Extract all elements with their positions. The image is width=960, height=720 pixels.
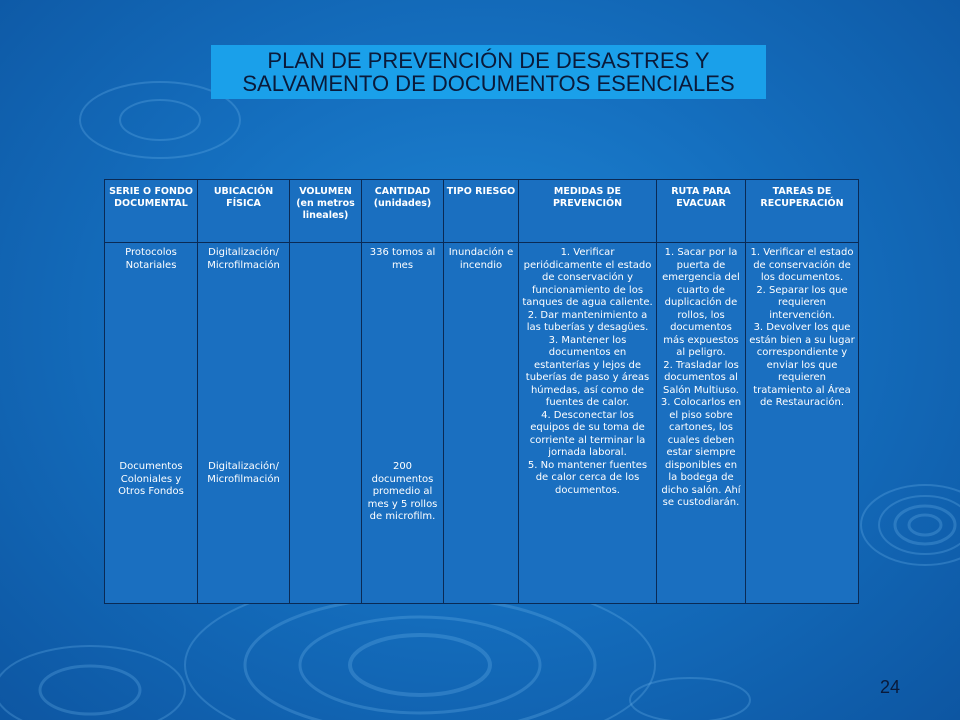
- medida-item: 5. No mantener fuentes de calor cerca de los documentos.: [527, 459, 648, 496]
- cell-cantidad: [362, 243, 444, 604]
- cantidad-2: 200 documentos promedio al mes y 5 rollos de microfilm.: [367, 461, 438, 522]
- tarea-item: 2. Separar los que requieren intervención.: [756, 284, 848, 321]
- disaster-plan-table: [104, 179, 859, 604]
- cell-ubicacion: [198, 243, 290, 604]
- medida-item: 2. Dar mantenimiento a las tuberías y desagües.: [526, 309, 649, 333]
- title-line-1: PLAN DE PREVENCIÓN DE DESASTRES Y: [267, 48, 710, 73]
- ruta-item: 2. Trasladar los documentos al Salón Multiuso.: [662, 359, 739, 396]
- serie-coloniales: Documentos Coloniales y Otros Fondos: [118, 461, 184, 497]
- medida-item: 3. Mantener los documentos en estanterías y lejos de tuberías de paso y áreas húmedas, así como de fuentes de calor.: [525, 334, 650, 408]
- cantidad-1: 336 tomos al mes: [369, 247, 436, 271]
- header-ruta: RUTA PARA EVACUAR: [657, 180, 746, 243]
- ubicacion-2: Digitalización/ Microfilmación: [207, 461, 280, 485]
- header-volumen: VOLUMEN (en metros lineales): [290, 180, 362, 243]
- header-medidas: MEDIDAS DE PREVENCIÓN: [519, 180, 657, 243]
- cell-tareas: [746, 243, 859, 604]
- header-tareas: TAREAS DE RECUPERACIÓN: [746, 180, 859, 243]
- header-tipo-riesgo: TIPO RIESGO: [444, 180, 519, 243]
- header-ubicacion: UBICACIÓN FÍSICA: [198, 180, 290, 243]
- ubicacion-1: Digitalización/ Microfilmación: [207, 247, 280, 271]
- serie-protocolos: Protocolos Notariales: [125, 247, 177, 271]
- tarea-item: 1. Verificar el estado de conservación de los documentos.: [750, 247, 854, 283]
- cell-tipo-riesgo: Inundación e incendio: [444, 243, 519, 604]
- cell-serie: [105, 243, 198, 604]
- slide-title: [211, 45, 766, 99]
- medida-item: 1. Verificar periódicamente el estado de conservación y funcionamiento de los tanques de agua caliente.: [522, 247, 653, 308]
- ruta-item: 1. Sacar por la puerta de emergencia del cuarto de duplicación de rollos, los documentos más expuestos al peligro.: [662, 247, 740, 358]
- page-number: 24: [880, 677, 901, 697]
- ruta-item: 3. Colocarlos en el piso sobre cartones, los cuales deben estar siempre disponibles en la bodega de dicho salón. Ahí se custodiarán.: [660, 397, 742, 508]
- table-row: [105, 243, 859, 604]
- table-header-row: [105, 180, 859, 243]
- cell-ruta: [657, 243, 746, 604]
- header-serie: SERIE O FONDO DOCUMENTAL: [105, 180, 198, 243]
- tarea-item: 3. Devolver los que están bien a su lugar correspondiente y enviar los que requieren tratamiento al Área de Restauración.: [749, 322, 855, 408]
- cell-medidas: [519, 243, 657, 604]
- title-line-2: SALVAMENTO DE DOCUMENTOS ESENCIALES: [242, 71, 735, 96]
- cell-volumen: [290, 243, 362, 604]
- medida-item: 4. Desconectar los equipos de su toma de corriente al terminar la jornada laboral.: [529, 409, 646, 458]
- header-cantidad: CANTIDAD (unidades): [362, 180, 444, 243]
